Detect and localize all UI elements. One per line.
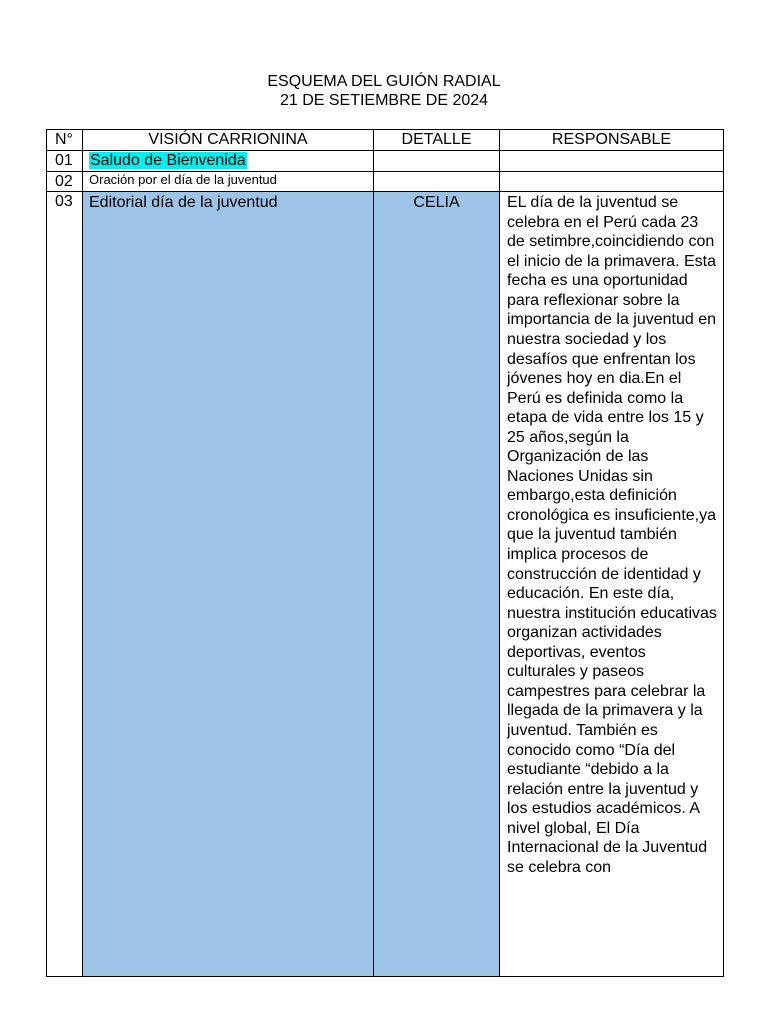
row-detalle [374, 151, 500, 172]
row-item [83, 151, 374, 172]
header-number: N° [47, 130, 83, 151]
row-number: 02 [47, 171, 83, 192]
row-item: Editorial día de la juventud [83, 192, 374, 977]
row-number: 01 [47, 151, 83, 172]
title-line-1: ESQUEMA DEL GUIÓN RADIAL [267, 73, 501, 90]
row-responsable [500, 151, 724, 172]
row-detalle [374, 171, 500, 192]
header-vision: VISIÓN CARRIONINA [83, 130, 374, 151]
header-responsable: RESPONSABLE [500, 130, 724, 151]
row-responsable [500, 192, 724, 977]
header-detalle: DETALLE [374, 130, 500, 151]
table-row [47, 171, 724, 192]
row-responsable [500, 171, 724, 192]
table-row [47, 192, 724, 977]
row-number: 03 [47, 192, 83, 977]
highlighted-item-text: Saludo de Bienvenida [90, 152, 246, 169]
script-table [46, 129, 724, 977]
document-title [0, 72, 768, 110]
table-row [47, 151, 724, 172]
table-header-row [47, 130, 724, 151]
row-item: Oración por el día de la juventud [83, 171, 374, 192]
title-line-2: 21 DE SETIEMBRE DE 2024 [279, 92, 489, 109]
row-detalle: CELIA [374, 192, 500, 977]
editorial-body-text: EL día de la juventud se celebra en el Perú cada 23 de setimbre,coincidiendo con el inicio de la primavera. Esta fecha es una oportunidad para reflexionar sobre la importancia de la juventud en nuestra sociedad y los desafíos que enfrentan los jóvenes hoy en dia.En el Perú es definida como la etapa de vida entre los 15 y 25 años,según la Organización de las Naciones Unidas sin embargo,esta definición cronológica es insuficiente,ya que la juventud también implica procesos de construcción de identidad y educación. En este día, nuestra institución educativas organizan actividades deportivas, eventos culturales y paseos campestres para celebrar la llegada de la primavera y la juventud. También es conocido como “Día del estudiante “debido a la relación entre la juventud y los estudios académicos. A nivel global, El Día Internacional de la Juventud se celebra con [507, 194, 717, 876]
